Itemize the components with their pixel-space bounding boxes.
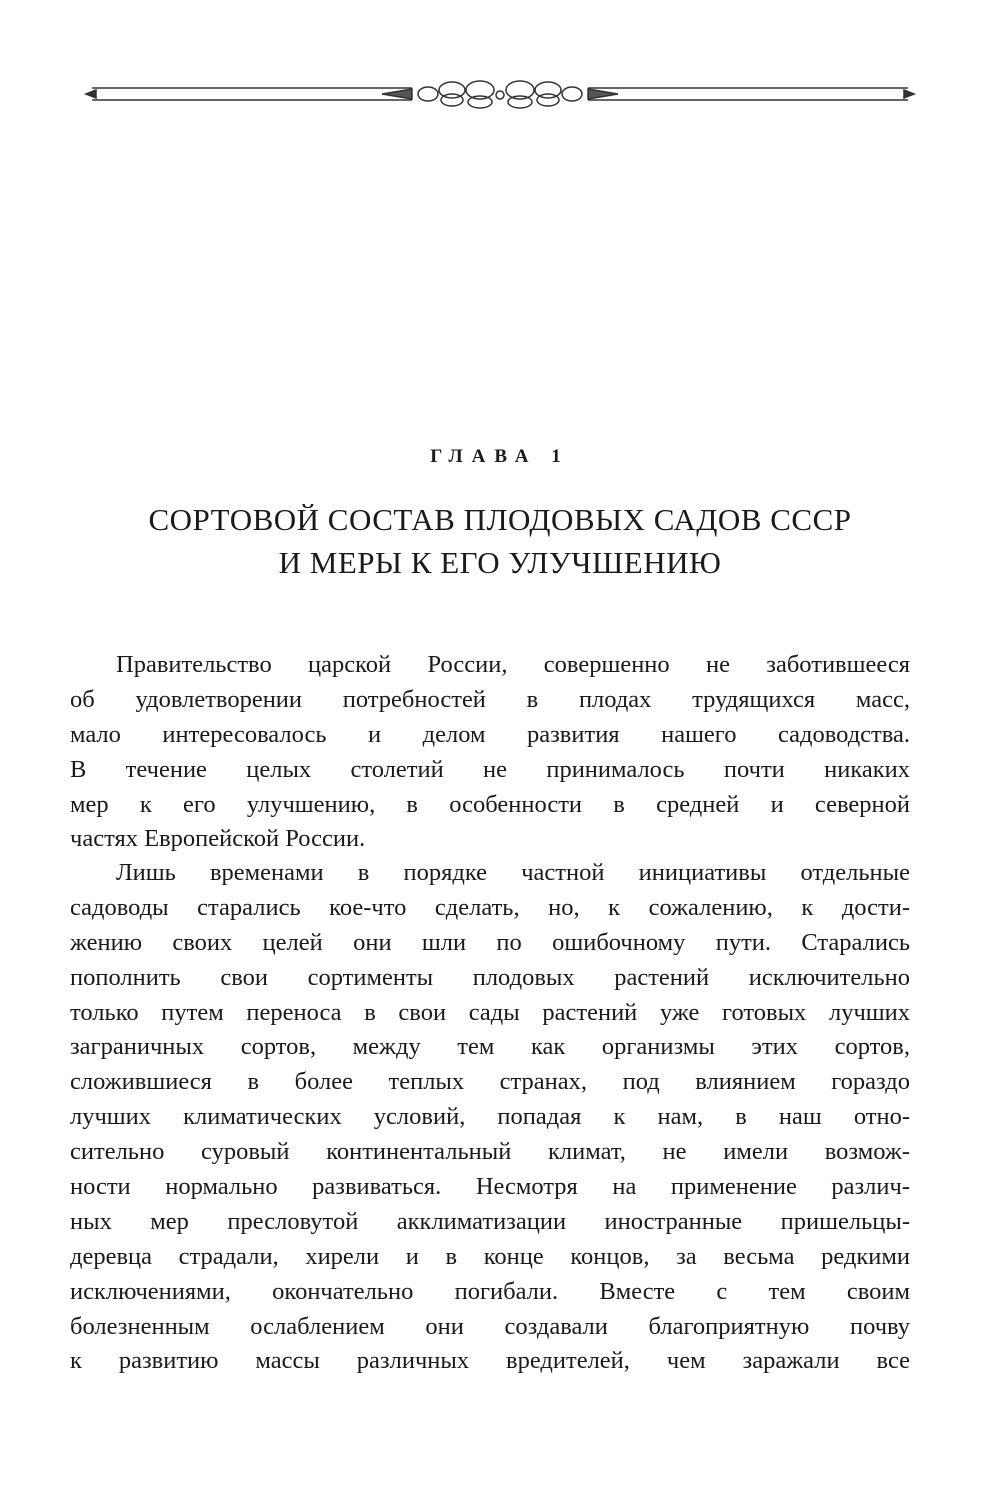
text-line: жению своих целей они шли по ошибочному пути. Старались: [70, 928, 910, 956]
chapter-label: ГЛАВА 1: [430, 446, 570, 467]
text-line: болезненным ослаблением они создавали благоприятную почву: [70, 1312, 910, 1340]
text-line: только путем переноса в свои сады растений уже готовых лучших: [70, 998, 910, 1026]
text-line: садоводы старались кое-что сделать, но, к сожалению, к дости-: [70, 893, 910, 921]
text-line: Правительство царской России, совершенно не заботившееся: [116, 651, 910, 678]
text-line: лучших климатических условий, попадая к нам, в наш отно-: [70, 1103, 910, 1131]
paragraph-1: [70, 648, 910, 857]
decorative-ornament-divider: [82, 78, 918, 112]
paragraph-2: [70, 856, 910, 1379]
text-line: Лишь временами в порядке частной инициативы отдельные: [116, 859, 910, 886]
text-line: заграничных сортов, между тем как организмы этих сортов,: [70, 1033, 910, 1061]
chapter-title-line-1: СОРТОВОЙ СОСТАВ ПЛОДОВЫХ САДОВ СССР: [148, 502, 852, 537]
text-line: ности нормально развиваться. Несмотря на применение различ-: [70, 1173, 910, 1201]
chapter-title-line-2: И МЕРЫ К ЕГО УЛУЧШЕНИЮ: [278, 545, 722, 580]
text-line: исключениями, окончательно погибали. Вместе с тем своим: [70, 1277, 910, 1305]
text-line: сложившиеся в более теплых странах, под влиянием гораздо: [70, 1068, 910, 1096]
text-line: В течение целых столетий не принималось почти никаких: [70, 755, 910, 783]
text-line: к развитию массы различных вредителей, чем заражали все: [70, 1347, 910, 1375]
text-line: деревца страдали, хирели и в конце концов, за весьма редкими: [70, 1242, 910, 1270]
text-line: мер к его улучшению, в особенности в средней и северной: [70, 790, 910, 818]
text-line: пополнить свои сортименты плодовых растений исключительно: [70, 963, 910, 991]
text-line: частях Европейской России.: [70, 825, 366, 853]
text-line: об удовлетворении потребностей в плодах трудящихся масс,: [70, 685, 910, 713]
text-line: ных мер пресловутой акклиматизации иностранные пришельцы-: [70, 1207, 910, 1235]
text-line: сительно суровый континентальный климат, не имели возмож-: [70, 1138, 910, 1166]
text-line: мало интересовалось и делом развития нашего садоводства.: [70, 720, 910, 748]
